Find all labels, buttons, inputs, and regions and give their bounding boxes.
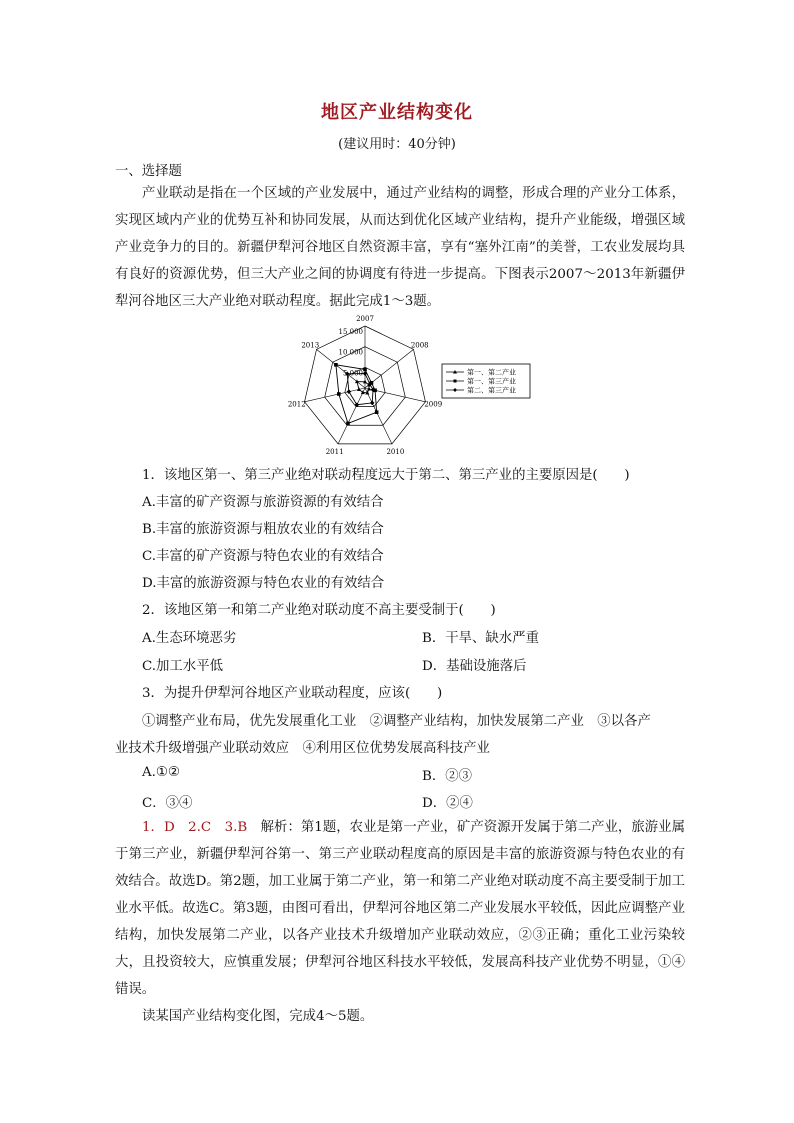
page-subtitle: (建议用时：40分钟) <box>338 137 456 152</box>
ring-value-label: 15 000 <box>338 328 363 336</box>
question-3-option-c: C．③④ <box>142 796 193 811</box>
page-title: 地区产业结构变化 <box>321 102 473 123</box>
grid-spoke <box>305 388 365 402</box>
answer-text: 解析：第1题，农业是第一产业，矿产资源开发属于第二产业，旅游业属于第三产业，新疆伊犁河谷第一、第三产业联动程度高的原因是丰富的旅游资源与特色农业的有效结合。故选D。第2题，加工业属于第二产业，第一和第二产业绝对联动度不高主要受制于加工业水平低。故选C。第3题，由图可看出，伊犁河谷地区第二产业发展水平较低，因此应调整产业结构，加快发展第二产业，以各产业技术升级增加产业联动效应，②③正确；重化工业污染较大，且投资较大，应慎重发展；伊犁河谷地区科技水平较低，发展高科技产业优势不明显，①④错误。 <box>115 820 685 997</box>
section-heading: 一、选择题 <box>115 164 182 179</box>
question-3-items-line2: 业技术升级增强产业联动效应 ④利用区位优势发展高科技产业 <box>115 741 490 756</box>
axis-year-label: 2008 <box>410 341 429 350</box>
chart-legend <box>442 364 530 398</box>
question-3-option-b: B．②③ <box>422 769 473 784</box>
radar-grid <box>305 326 426 444</box>
series-point <box>370 401 375 406</box>
question-3-option-d: D．②④ <box>422 796 473 811</box>
grid-spoke <box>365 388 392 444</box>
legend-marker <box>454 380 457 383</box>
question-1-option-c: C.丰富的矿产资源与特色农业的有效结合 <box>142 549 384 564</box>
legend-label: 第一、第二产业 <box>467 368 516 377</box>
question-1-stem: 1．该地区第一、第三产业绝对联动程度远大于第二、第三产业的主要原因是( ) <box>142 468 630 483</box>
axis-year-label: 2011 <box>325 448 344 457</box>
question-2-option-d: D．基础设施落后 <box>422 659 527 674</box>
legend-label: 第二、第三产业 <box>467 386 516 395</box>
series-point <box>337 392 341 396</box>
next-prompt: 读某国产业结构变化图，完成4～5题。 <box>142 1009 374 1024</box>
question-1-option-d: D.丰富的旅游资源与特色农业的有效结合 <box>142 576 385 591</box>
axis-year-label: 2007 <box>356 315 374 323</box>
answer-keys: 1．D 2.C 3.B <box>142 820 248 835</box>
legend-label: 第一、第三产业 <box>467 377 516 386</box>
ring-value-label: 5 000 <box>342 369 363 378</box>
ring-value-label: 10 000 <box>338 348 363 357</box>
question-3-items-line1: ①调整产业布局，优先发展重化工业 ②调整产业结构，加快发展第二产业 ③以各产 <box>142 714 651 729</box>
axis-year-label: 2009 <box>424 400 443 409</box>
answer-explanation <box>115 814 685 1003</box>
question-2-option-b: B．干旱、缺水严重 <box>422 631 539 646</box>
question-2-stem: 2．该地区第一和第二产业绝对联动度不高主要受制于( ) <box>142 603 496 618</box>
question-2-option-a: A.生态环境恶劣 <box>142 631 237 646</box>
axis-year-label: 2012 <box>287 400 306 409</box>
intro-paragraph: 产业联动是指在一个区域的产业发展中，通过产业结构的调整，形成合理的产业分工体系，实现区域内产业的优势互补和协同发展，从而达到优化区域产业结构，提升产业能级，增强区域产业竞争力的目的。新疆伊犁河谷地区自然资源丰富，享有“塞外江南”的美誉，工农业发展均具有良好的资源优势，但三大产业之间的协调度有待进一步提高。下图表示2007～2013年新疆伊犁河谷地区三大产业绝对联动程度。据此完成1～3题。 <box>115 186 685 309</box>
series-point <box>334 363 338 367</box>
axis-year-label: 2013 <box>301 341 320 350</box>
question-3-option-a: A.①② <box>142 765 180 780</box>
series-point <box>375 410 379 414</box>
series-point <box>347 389 352 394</box>
axis-year-label: 2010 <box>386 448 405 457</box>
question-2-option-c: C.加工水平低 <box>142 659 223 674</box>
question-1-option-b: B.丰富的旅游资源与粗放农业的有效结合 <box>142 522 384 537</box>
radar-chart <box>280 315 540 460</box>
question-3-stem: 3．为提升伊犁河谷地区产业联动程度，应该( ) <box>142 686 443 701</box>
series-point <box>363 368 367 372</box>
question-1-option-a: A.丰富的矿产资源与旅游资源的有效结合 <box>142 495 384 510</box>
series-point <box>346 422 350 426</box>
